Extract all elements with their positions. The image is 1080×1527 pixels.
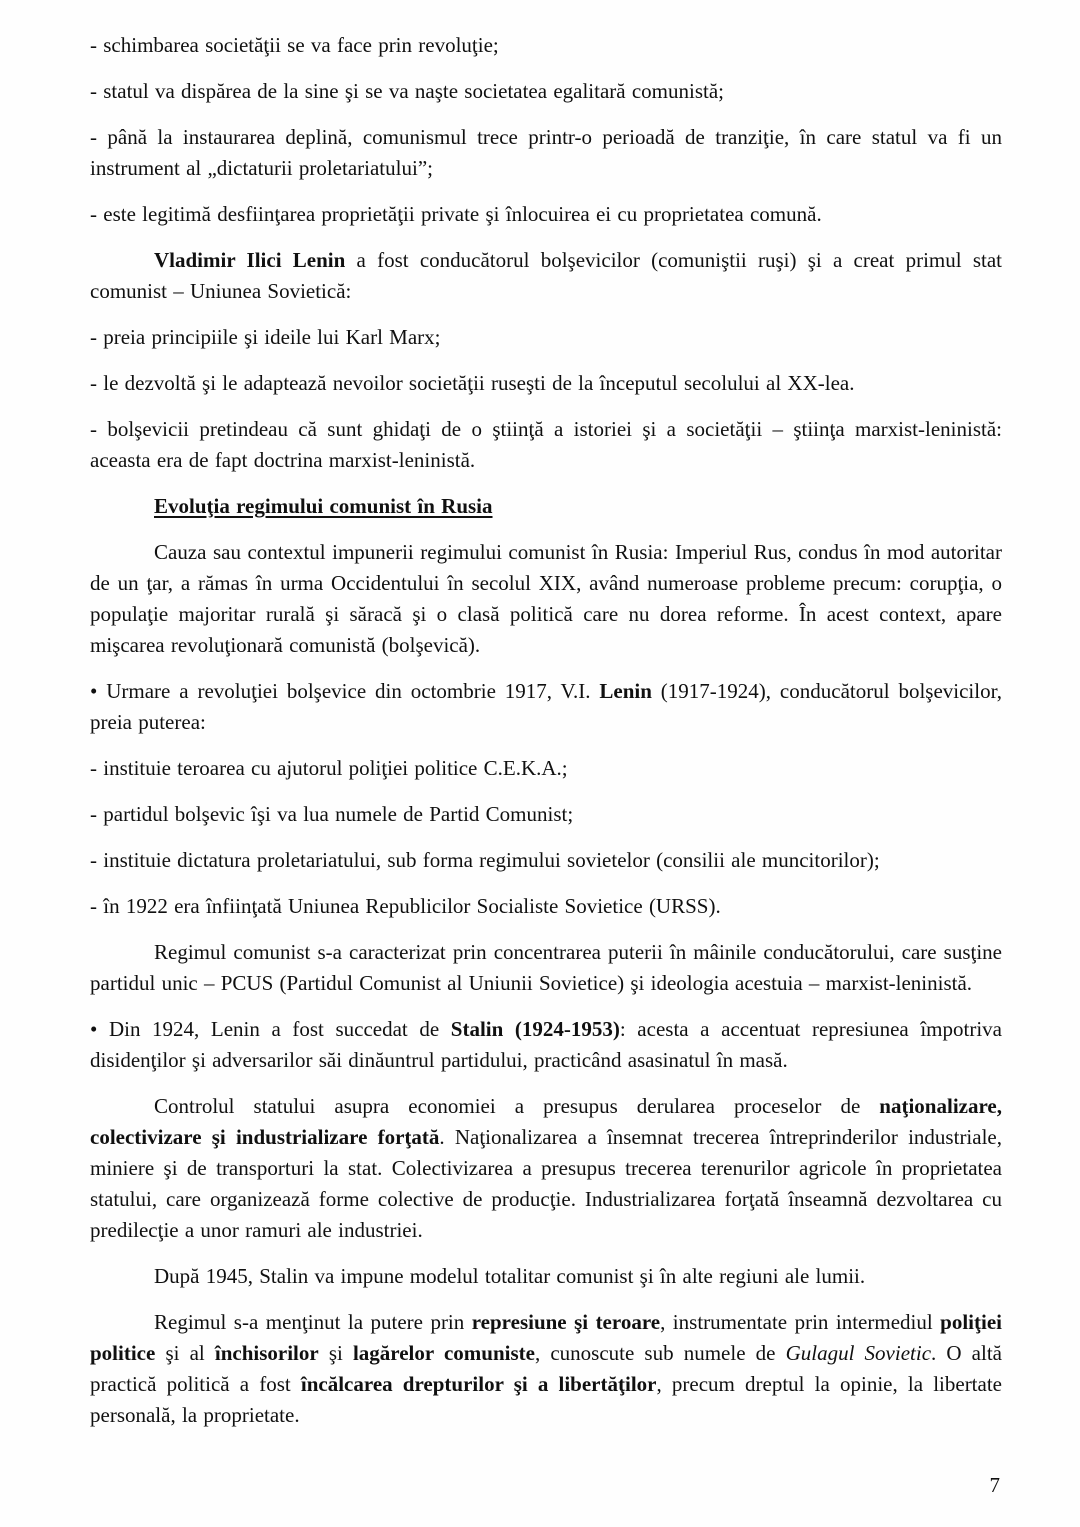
text-run: • Urmare a revoluţiei bolşevice din octombrie 1917, V.I.: [90, 679, 600, 703]
paragraph: [90, 845, 1002, 876]
text-run: represiune şi teroare: [471, 1310, 661, 1334]
text-run: Gulagul Sovietic: [785, 1341, 932, 1365]
paragraph: [90, 30, 1002, 61]
paragraph: [90, 76, 1002, 107]
paragraph: [90, 322, 1002, 353]
text-run: După 1945, Stalin va impune modelul totalitar comunist şi în alte regiuni ale lumii.: [154, 1264, 866, 1288]
text-run: , precum dreptul la opinie, la libertate personală, la proprietate.: [90, 1372, 1002, 1427]
paragraph: [90, 537, 1002, 661]
paragraph: [90, 368, 1002, 399]
paragraph: [90, 199, 1002, 230]
paragraph: [90, 1307, 1002, 1431]
text-run: , cunoscute sub numele de: [534, 1341, 786, 1365]
text-run: - schimbarea societăţii se va face prin revoluţie;: [90, 33, 499, 57]
paragraph: [90, 937, 1002, 999]
text-run: . Naţionalizarea a însemnat trecerea întreprinderilor industriale, miniere şi de transporturi la stat. Colectivizarea a presupus trecerea terenurilor agricole în proprietatea statului, care organizează forme colective de producţie. Industrializarea forţată înseamnă dezvoltarea cu predilecţie a unor ramuri ale industriei.: [90, 1125, 1002, 1242]
page-number: 7: [989, 1473, 1000, 1497]
text-run: - instituie teroarea cu ajutorul poliţiei politice C.E.K.A.;: [90, 756, 568, 780]
text-run: Lenin: [599, 679, 652, 703]
text-run: - instituie dictatura proletariatului, sub forma regimului sovietelor (consilii ale muncitorilor);: [90, 848, 880, 872]
text-run: închisorilor: [214, 1341, 319, 1365]
text-run: încălcarea drepturilor şi a libertăţilor: [300, 1372, 657, 1396]
text-run: poliţiei politice: [90, 1310, 1002, 1365]
text-run: şi: [318, 1341, 353, 1365]
text-run: - bolşevicii pretindeau că sunt ghidaţi de o ştiinţă a istoriei şi a societăţii – ştiinţa marxist-leninistă: aceasta era de fapt doctrina marxist-leninistă.: [90, 417, 1002, 472]
paragraph: [90, 1091, 1002, 1246]
text-run: Evoluţia regimului comunist în Rusia: [154, 494, 493, 518]
paragraph: [90, 414, 1002, 476]
paragraph: [90, 799, 1002, 830]
paragraph: [90, 1261, 1002, 1292]
text-run: naţionalizare, colectivizare şi industrializare forţată: [90, 1094, 1002, 1149]
text-run: Vladimir Ilici Lenin: [154, 248, 346, 272]
paragraph: [90, 753, 1002, 784]
text-run: - până la instaurarea deplină, comunismul trece printr-o perioadă de tranziţie, în care statul va fi un instrument al „dictaturii proletariatului”;: [90, 125, 1002, 180]
text-run: Cauza sau contextul impunerii regimului comunist în Rusia: Imperiul Rus, condus în mod autoritar de un ţar, a rămas în urma Occidentului în secolul XIX, având numeroase probleme precum: corupţia, o populaţie majoritar rurală şi săracă şi o clasă politică care nu dorea reforme. În acest context, apare mişcarea revoluţionară comunistă (bolşevică).: [90, 540, 1002, 657]
text-run: lagărelor comuniste: [352, 1341, 535, 1365]
text-run: - preia principiile şi ideile lui Karl Marx;: [90, 325, 441, 349]
text-run: - le dezvoltă şi le adaptează nevoilor societăţii ruseşti de la începutul secolului al XX-lea.: [90, 371, 855, 395]
text-run: (1917-1924), conducătorul bolşevicilor, preia puterea:: [90, 679, 1002, 734]
text-run: Stalin (1924-1953): [450, 1017, 620, 1041]
text-run: . O altă practică politică a fost: [90, 1341, 1002, 1396]
section-heading: [90, 491, 1002, 522]
text-run: : acesta a accentuat represiunea împotriva disidenţilor şi adversarilor săi dinăuntrul partidului, practicând asasinatul în masă.: [90, 1017, 1002, 1072]
text-run: Controlul statului asupra economiei a presupus derularea proceselor de: [154, 1094, 880, 1118]
paragraph: [90, 676, 1002, 738]
text-run: Regimul s-a menţinut la putere prin: [154, 1310, 472, 1334]
paragraph: [90, 891, 1002, 922]
text-run: - este legitimă desfiinţarea proprietăţii private şi înlocuirea ei cu proprietatea comună.: [90, 202, 822, 226]
text-run: - partidul bolşevic îşi va lua numele de Partid Comunist;: [90, 802, 574, 826]
paragraph: [90, 245, 1002, 307]
paragraph: [90, 122, 1002, 184]
text-run: a fost conducătorul bolşevicilor (comuniştii ruşi) şi a creat primul stat comunist – Uniunea Sovietică:: [90, 248, 1002, 303]
text-run: , instrumentate prin intermediul: [660, 1310, 941, 1334]
text-run: • Din 1924, Lenin a fost succedat de: [90, 1017, 451, 1041]
text-run: - statul va dispărea de la sine şi se va naşte societatea egalitară comunistă;: [90, 79, 725, 103]
paragraph: [90, 1014, 1002, 1076]
text-run: - în 1922 era înfiinţată Uniunea Republicilor Socialiste Sovietice (URSS).: [90, 894, 721, 918]
text-run: şi al: [155, 1341, 215, 1365]
text-run: Regimul comunist s-a caracterizat prin concentrarea puterii în mâinile conducătorului, care susţine partidul unic – PCUS (Partidul Comunist al Uniunii Sovietice) şi ideologia acestuia – marxist-leninistă.: [90, 940, 1002, 995]
